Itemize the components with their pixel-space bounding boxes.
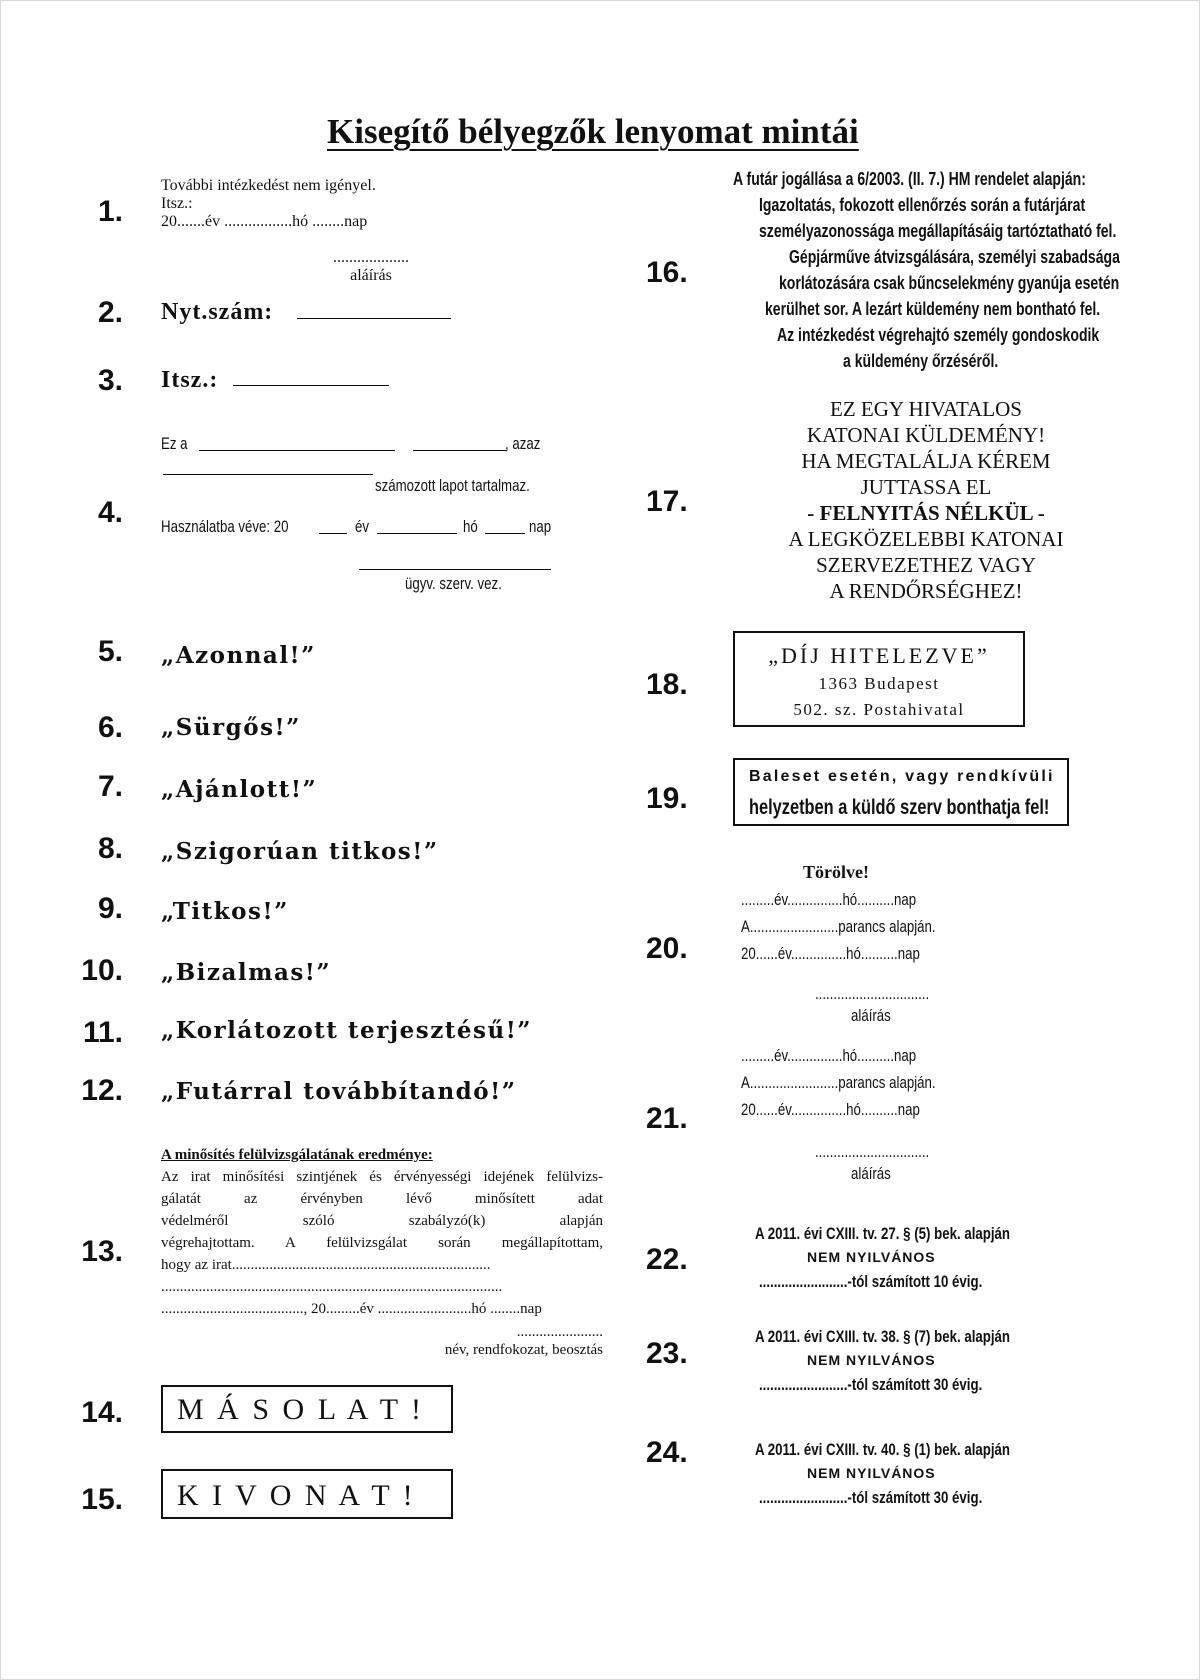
signature-dots: ............................... <box>815 1142 930 1161</box>
item-number-18: 18. <box>646 668 688 701</box>
stamp-4-ugyv: ügyv. szerv. vez. <box>405 574 502 593</box>
stamp-23-line: NEM NYILVÁNOS <box>807 1352 936 1368</box>
stamp-futarral: „Futárral továbbítandó!” <box>161 1078 517 1105</box>
stamp-20-signature <box>801 984 941 1025</box>
stamp-13-heading: A minősítés felülvizsgálatának eredménye: <box>161 1147 433 1163</box>
stamp-16-line: korlátozására csak bűncselekmény gyanúja esetén <box>779 273 1120 293</box>
item-number-10: 10. <box>81 954 123 987</box>
item-number-9: 9. <box>97 892 123 925</box>
stamp-22-line: NEM NYILVÁNOS <box>807 1249 936 1265</box>
stamp-bizalmas: „Bizalmas!” <box>161 959 332 986</box>
signature-label: aláírás <box>350 267 392 284</box>
stamp-13-line: Az irat minősítési szintjének és érvényességi idejének felülvizs- <box>161 1169 603 1185</box>
stamp-13-line: védelméről szóló szabályzó(k) alapján <box>161 1213 603 1229</box>
stamp-4-ev: év <box>355 517 370 536</box>
stamp-13 <box>161 1144 603 1320</box>
stamp-4-ho: hó <box>463 517 478 536</box>
stamp-4-ez-a: Ez a <box>161 434 188 453</box>
stamp-20-line: 20......év...............hó..........nap <box>741 944 920 963</box>
stamp-16-line: Igazoltatás, fokozott ellenőrzés során a futárjárat <box>759 195 1086 215</box>
stamp-4-nap: nap <box>529 517 552 536</box>
stamp-16-line: Az intézkedést végrehajtó személy gondoskodik <box>777 325 1100 345</box>
stamp-17-line: SZERVEZETHEZ VAGY <box>816 553 1036 577</box>
stamp-17-line: - FELNYITÁS NÉLKÜL - <box>807 501 1045 525</box>
fill-line <box>359 569 551 570</box>
page-title: Kisegítő bélyegzők lenyomat mintái <box>327 112 859 151</box>
stamp-baleset-box <box>733 758 1069 826</box>
stamp-23-line: A 2011. évi CXIII. tv. 38. § (7) bek. alapján <box>755 1327 1011 1346</box>
stamp-4-azaz: , azaz <box>505 434 541 453</box>
stamp-22-line: A 2011. évi CXIII. tv. 27. § (5) bek. alapján <box>755 1224 1011 1243</box>
item-number-14: 14. <box>81 1396 123 1429</box>
stamp-18-line: 1363 Budapest <box>818 674 940 693</box>
item-number-11: 11. <box>82 1016 123 1049</box>
stamp-21-line: A........................parancs alapján. <box>741 1073 936 1092</box>
stamp-20-torolve: Törölve! <box>803 862 869 882</box>
stamp-20-line: A........................parancs alapján. <box>741 917 936 936</box>
stamp-3-label: Itsz.: <box>161 367 219 393</box>
signature-dots: ............................... <box>815 984 930 1003</box>
stamp-kivonat-box <box>161 1469 453 1519</box>
stamp-17 <box>731 396 1121 604</box>
signature-dots: ....................... <box>516 1324 603 1340</box>
fill-line <box>413 450 507 451</box>
signature-label: aláírás <box>851 1164 891 1183</box>
item-number-19: 19. <box>646 782 688 815</box>
stamp-16-line: A futár jogállása a 6/2003. (II. 7.) HM rendelet alapján: <box>733 169 1086 189</box>
item-number-15: 15. <box>81 1483 123 1516</box>
item-number-13: 13. <box>81 1235 123 1268</box>
item-number-2: 2. <box>97 296 123 329</box>
item-number-1: 1. <box>97 195 123 228</box>
fill-line <box>377 533 457 534</box>
item-number-6: 6. <box>97 711 123 744</box>
item-number-21: 21. <box>646 1102 688 1135</box>
stamp-1-signature <box>311 249 431 285</box>
stamp-21-signature <box>801 1142 941 1183</box>
stamp-masolat-box <box>161 1385 453 1433</box>
stamp-16 <box>733 169 1133 379</box>
stamp-24-line: ........................-tól számított 30 évig. <box>759 1488 983 1507</box>
stamp-13-line: ......................................, 20.........év .........................hó ........nap <box>161 1301 542 1317</box>
stamp-22-line: ........................-tól számított 10 évig. <box>759 1272 983 1291</box>
stamp-23-line: ........................-tól számított 30 évig. <box>759 1375 983 1394</box>
stamp-24-line: A 2011. évi CXIII. tv. 40. § (1) bek. alapján <box>755 1440 1011 1459</box>
signature-label: aláírás <box>851 1006 891 1025</box>
stamp-titkos: „Titkos!” <box>161 898 289 925</box>
item-number-24: 24. <box>646 1436 688 1469</box>
item-number-12: 12. <box>81 1074 123 1107</box>
stamp-21-line: .........év...............hó..........nap <box>741 1046 917 1065</box>
stamp-1 <box>161 177 376 231</box>
fill-line <box>199 450 395 451</box>
stamp-azonnal: „Azonnal!” <box>161 642 316 669</box>
stamp-13-line: végrehajtottam. A felülvizsgálat során megállapítottam, <box>161 1235 603 1251</box>
stamp-17-line: A RENDŐRSÉGHEZ! <box>829 579 1023 603</box>
stamp-1-line: Itsz.: <box>161 195 193 212</box>
stamp-szigoruan-titkos: „Szigorúan titkos!” <box>161 838 439 865</box>
stamp-24-line: NEM NYILVÁNOS <box>807 1465 936 1481</box>
stamp-13-line: ........................................................................................... <box>161 1279 503 1295</box>
stamp-19-line: helyzetben a küldő szerv bonthatja fel! <box>749 796 1050 819</box>
stamp-1-line: További intézkedést nem igényel. <box>161 177 376 194</box>
stamp-kivonat: K I V O N A T ! <box>177 1479 416 1512</box>
item-number-23: 23. <box>646 1337 688 1370</box>
signature-dots: ................... <box>333 249 409 266</box>
stamp-4-hasznalatba: Használatba véve: 20 <box>161 517 289 536</box>
item-number-5: 5. <box>97 635 123 668</box>
stamp-20-line: .........év...............hó..........nap <box>741 890 917 909</box>
signature-label: név, rendfokozat, beosztás <box>444 1342 603 1358</box>
item-number-3: 3. <box>97 364 123 397</box>
stamp-16-line: személyazonossága megállapításáig tartóztatható fel. <box>759 221 1117 241</box>
stamp-17-line: A LEGKÖZELEBBI KATONAI <box>788 527 1064 551</box>
stamp-2-label: Nyt.szám: <box>161 299 274 325</box>
stamp-dij-hitelezve-box <box>733 631 1025 727</box>
stamp-masolat: M Á S O L A T ! <box>177 1393 424 1426</box>
stamp-4-szamozott: számozott lapot tartalmaz. <box>375 476 530 495</box>
stamp-korlatozott: „Korlátozott terjesztésű!” <box>161 1017 533 1044</box>
stamp-13-line: hogy az irat..................................................................... <box>161 1257 491 1273</box>
stamp-16-line: Gépjárműve átvizsgálására, személyi szabadsága <box>789 247 1120 267</box>
fill-line <box>297 318 451 319</box>
item-number-4: 4. <box>97 496 123 529</box>
stamp-surgos: „Sürgős!” <box>161 714 301 741</box>
item-number-20: 20. <box>646 932 688 965</box>
stamp-ajanlott: „Ajánlott!” <box>161 776 318 803</box>
stamp-17-line: JUTTASSA EL <box>860 475 992 499</box>
stamp-18-line: „DÍJ HITELEZVE” <box>768 643 990 668</box>
item-number-17: 17. <box>646 485 688 518</box>
fill-line <box>319 533 347 534</box>
stamp-17-line: EZ EGY HIVATALOS <box>830 397 1022 421</box>
stamp-16-line: a küldemény őrzéséről. <box>843 351 999 371</box>
fill-line <box>163 474 373 475</box>
stamp-13-line: gálatát az érvényben lévő minősített adat <box>161 1191 603 1207</box>
fill-line <box>485 533 525 534</box>
fill-line <box>233 385 389 386</box>
item-number-16: 16. <box>646 256 688 289</box>
item-number-7: 7. <box>97 770 123 803</box>
stamp-19-line: Baleset esetén, vagy rendkívüli <box>749 768 1055 785</box>
stamp-16-line: kerülhet sor. A lezárt küldemény nem bontható fel. <box>765 299 1101 319</box>
stamp-21-line: 20......év...............hó..........nap <box>741 1100 920 1119</box>
item-number-22: 22. <box>646 1243 688 1276</box>
stamp-17-line: HA MEGTALÁLJA KÉREM <box>801 449 1051 473</box>
stamp-13-signature <box>381 1323 603 1359</box>
item-number-8: 8. <box>97 832 123 865</box>
stamp-18-line: 502. sz. Postahivatal <box>793 700 965 719</box>
stamp-1-line: 20.......év .................hó ........nap <box>161 213 368 230</box>
stamp-17-line: KATONAI KÜLDEMÉNY! <box>806 423 1046 447</box>
